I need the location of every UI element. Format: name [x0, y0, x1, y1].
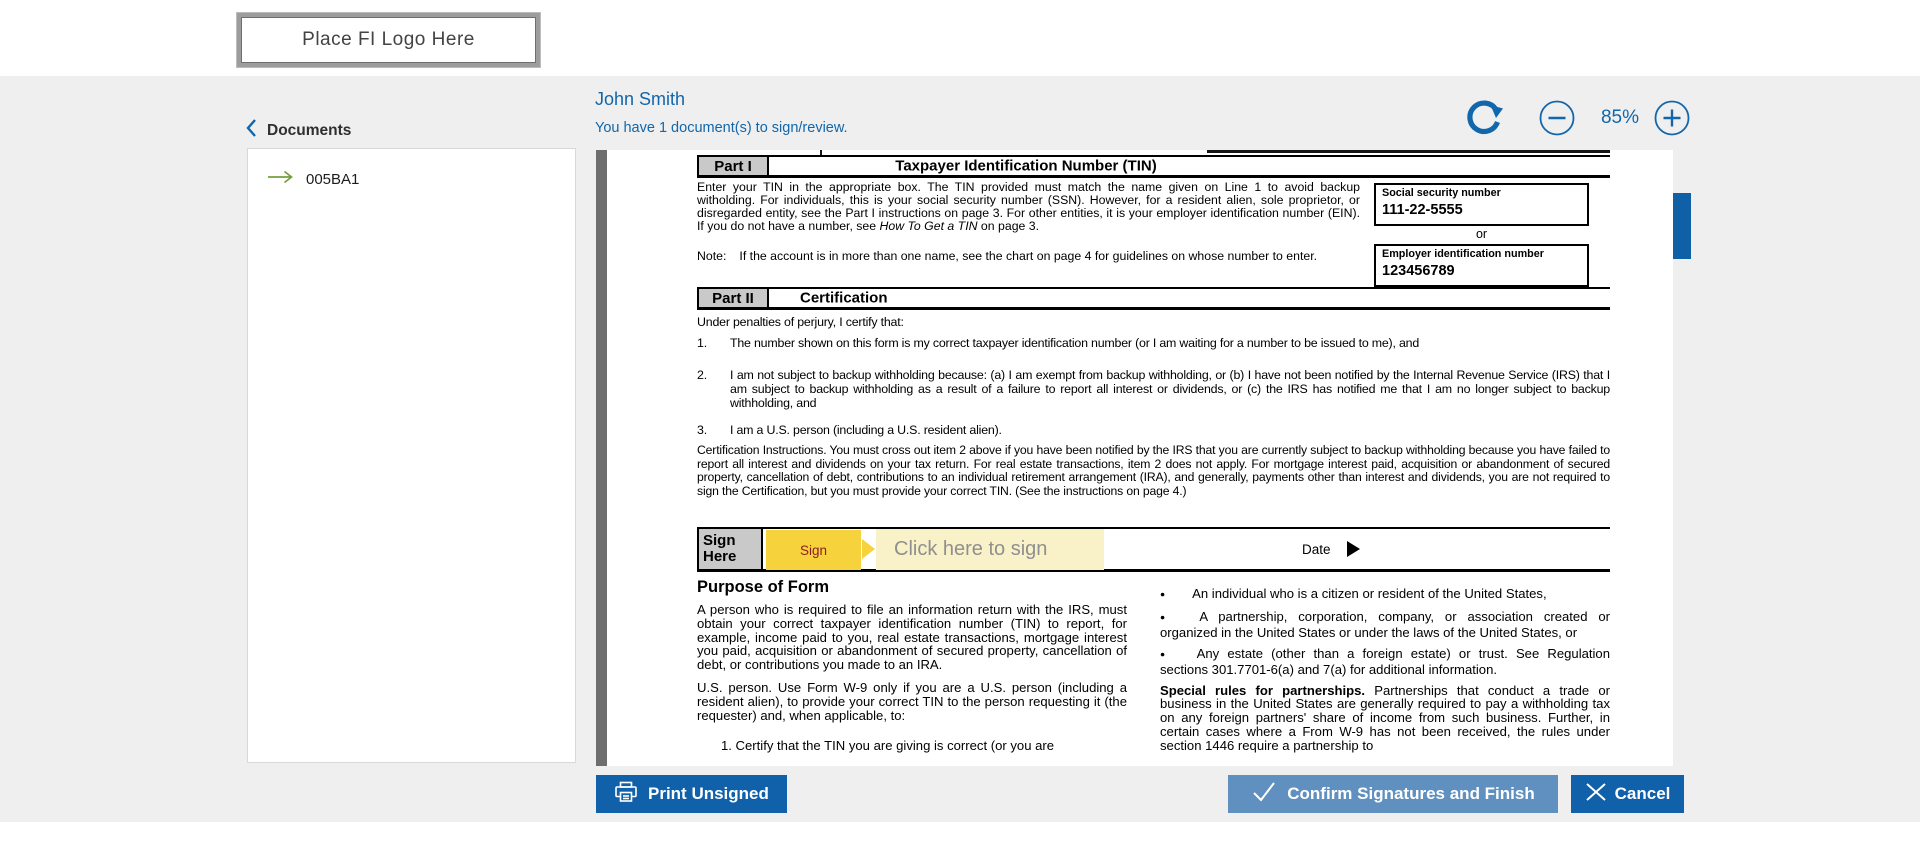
sign-here-cell — [697, 529, 763, 569]
ein-value: 123456789 — [1382, 263, 1455, 279]
back-to-documents[interactable] — [245, 118, 351, 143]
bullet-icon: ● — [1160, 611, 1173, 622]
w9-document-page — [607, 150, 1673, 766]
item-text: I am not subject to backup withholding because: (a) I am exempt from backup withholding, or (b) I have not been notified by the Internal Revenue Service (IRS) that I am subject to backup withholding as a result of a failure to report all interest or dividends, or (c) the IRS has notified me that I am no longer subject to backup withholding, and — [730, 368, 1610, 410]
ein-label: Employer identification number — [1382, 248, 1544, 260]
purpose-bullet — [1160, 610, 1610, 640]
purpose-paragraph: A person who is required to file an information return with the IRS, must obtain your correct taxpayer identification number (TIN) to report, for example, income paid to you, real estate transactions, mortgage interest you paid, acquisition or abandonment of secured property, cancellation of debt, or contributions you made to an IRA. — [697, 602, 1127, 673]
arrow-right-icon — [267, 170, 294, 189]
zoom-out-button[interactable] — [1539, 100, 1575, 136]
purpose-bullet — [1160, 647, 1610, 677]
special-rules-text: Partnerships that conduct a trade or business in the United States are generally required to pay a withholding tax on any foreign partners' share of income from such business. Further, in certain cases where a From W-9 has not been received, the rules under section 1446 require a partnership to — [1160, 682, 1610, 754]
document-id: 005BA1 — [306, 171, 360, 188]
minus-icon — [1539, 123, 1575, 140]
part1-intro-text: Enter your TIN in the appropriate box. The TIN provided must match the name given on Line 1 to avoid backup witholding. For individuals, this is your social security number (SSN). However, for a resident alien, sole proprietor, or disregarded entity, see the Part I instructions on page 3. For other entities, it is your employer identification number (EIN). If you do not have a number, see — [697, 180, 1360, 233]
purpose-of-form-title: Purpose of Form — [697, 578, 830, 596]
certification-item — [697, 424, 1610, 438]
ssn-box — [1374, 183, 1589, 226]
sidebar-item-document[interactable] — [267, 170, 575, 189]
sign-tab-arrow-icon — [862, 539, 875, 559]
purpose-right-column — [1160, 587, 1610, 760]
part1-instructions — [697, 181, 1360, 233]
part1-intro-italic: How To Get a TIN — [879, 218, 978, 233]
plus-icon — [1654, 123, 1690, 140]
item-number: 1. — [697, 336, 707, 350]
cancel-button[interactable] — [1571, 775, 1684, 813]
sign-here-line1: Sign — [703, 532, 736, 549]
part2-title: Certification — [800, 289, 888, 307]
certification-instructions: Certification Instructions. You must cross out item 2 above if you have been notified by the IRS that you are currently subject to backup withholding because you have failed to report all interest and dividends on your tax return. For real estate transactions, item 2 does not apply. For mortgage interest paid, acquisition or abandonment of secured property, cancellation of debt, contributions to an individual retirement arrangement (IRA), and generally, payments other than interest and dividends, you are not required to sign the Certification, but you must provide your correct TIN. (See the instructions on page 4.) — [697, 443, 1610, 498]
print-unsigned-button[interactable] — [596, 775, 787, 813]
sign-tab[interactable]: Sign — [766, 530, 861, 570]
top-bar — [0, 0, 1920, 76]
document-scrollbar-thumb[interactable] — [1673, 193, 1691, 259]
certification-item — [697, 369, 1610, 410]
documents-label: Documents — [267, 121, 352, 139]
chevron-left-icon — [245, 118, 257, 143]
bullet-icon: ● — [1160, 648, 1170, 659]
special-rules-label: Special rules for partnerships. — [1160, 682, 1366, 698]
item-number: 3. — [697, 423, 707, 437]
part1-intro-tail: on page 3. — [977, 218, 1040, 233]
part1-note — [697, 250, 1360, 263]
page-left-gutter — [596, 150, 607, 766]
bullet-text: An individual who is a citizen or resident of the United States, — [1192, 586, 1547, 601]
refresh-button[interactable] — [1462, 96, 1506, 140]
note-label: Note: — [697, 249, 727, 263]
cancel-label: Cancel — [1614, 784, 1671, 803]
zoom-level: 85% — [1600, 107, 1640, 128]
or-label: or — [1475, 227, 1488, 241]
certification-intro: Under penalties of perjury, I certify that: — [697, 315, 904, 329]
bullet-text: A partnership, corporation, company, or association created or organized in the United States or under the laws of the United States, or — [1160, 608, 1611, 640]
user-name: John Smith — [595, 89, 686, 109]
item-text: The number shown on this form is my correct taxpayer identification number (or I am waiting for a number to be issued to me), and — [730, 336, 1420, 350]
bullet-text: Any estate (other than a foreign estate) or trust. See Regulation sections 301.7701-6(a) and 7(a) for additional information. — [1160, 645, 1610, 677]
purpose-paragraph: 1. Certify that the TIN you are giving is correct (or you are — [721, 738, 1055, 754]
print-unsigned-label: Print Unsigned — [648, 784, 769, 803]
zoom-in-button[interactable] — [1654, 100, 1690, 136]
part1-title: Taxpayer Identification Number (TIN) — [895, 157, 1157, 175]
documents-count-message: You have 1 document(s) to sign/review. — [595, 120, 848, 136]
confirm-signatures-label: Confirm Signatures and Finish — [1287, 784, 1535, 803]
sign-here-line2: Here — [703, 547, 737, 565]
part1-header-bar — [697, 155, 1610, 178]
date-field — [1302, 529, 1360, 569]
close-icon — [1585, 782, 1607, 807]
ein-box — [1374, 244, 1589, 287]
date-arrow-icon — [1347, 541, 1360, 557]
certification-item — [697, 337, 1610, 351]
ssn-label: Social security number — [1382, 187, 1501, 199]
confirm-signatures-button[interactable] — [1228, 775, 1558, 813]
purpose-paragraph: U.S. person. Use Form W-9 only if you are a U.S. person (including a resident alien), to provide your correct TIN to the person requesting it (the requester) and, when applicable, to: — [697, 679, 1127, 723]
note-text: If the account is in more than one name, see the chart on page 4 for guidelines on whose number to enter. — [739, 249, 1318, 263]
bullet-icon: ● — [1160, 589, 1166, 599]
item-text: I am a U.S. person (including a U.S. resident alien). — [730, 423, 1002, 437]
fi-logo-placeholder: Place FI Logo Here — [237, 13, 540, 67]
part2-label: Part II — [697, 289, 769, 307]
item-number: 2. — [697, 368, 707, 382]
signature-row — [697, 527, 1610, 572]
documents-sidebar — [247, 148, 576, 763]
form-top-border — [1207, 150, 1610, 153]
special-rules-paragraph — [1160, 684, 1610, 754]
purpose-left-column — [697, 603, 1127, 762]
ssn-value: 111-22-5555 — [1382, 202, 1463, 218]
checkmark-icon — [1251, 781, 1277, 808]
printer-icon — [614, 781, 638, 808]
refresh-icon — [1462, 127, 1506, 144]
purpose-bullet — [1160, 587, 1610, 603]
date-label: Date — [1302, 541, 1331, 557]
signature-field[interactable]: Click here to sign — [876, 529, 1104, 570]
part2-header-bar — [697, 287, 1610, 310]
part1-label: Part I — [697, 157, 769, 175]
